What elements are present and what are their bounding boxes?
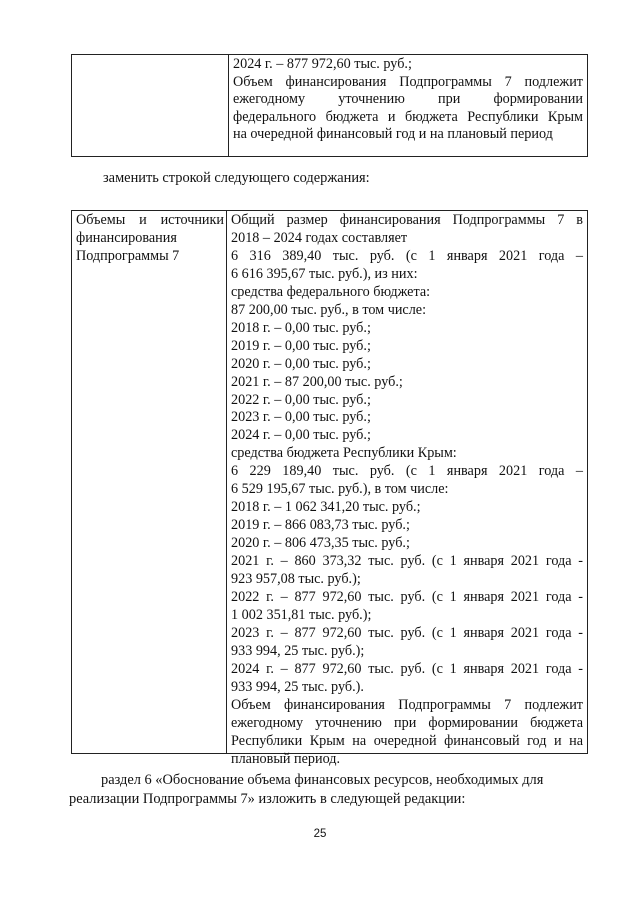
table-line: 933 994, 25 тыс. руб.). bbox=[231, 678, 364, 695]
previous-table-fragment bbox=[71, 54, 588, 157]
table-line: 2024 г. – 877 972,60 тыс. руб. (с 1 января 2021 года - bbox=[231, 660, 583, 677]
section-instruction-line: раздел 6 «Обоснование объема финансовых ресурсов, необходимых для bbox=[101, 772, 544, 788]
table-line: федерального бюджета и бюджета Республики Крым bbox=[233, 108, 583, 125]
table-line: 1 002 351,81 тыс. руб.); bbox=[231, 606, 372, 623]
table-line: ежегодному уточнению при формировании bbox=[233, 91, 583, 108]
new-table-right-cell bbox=[227, 211, 587, 767]
table-line: 923 957,08 тыс. руб.); bbox=[231, 571, 361, 588]
table-line: 6 616 395,67 тыс. руб.), из них: bbox=[231, 265, 418, 282]
table-line: плановый период. bbox=[231, 750, 341, 767]
previous-table-left-cell bbox=[72, 55, 229, 156]
table-line: 933 994, 25 тыс. руб.); bbox=[231, 642, 365, 659]
page-number: 25 bbox=[313, 828, 327, 840]
replace-instruction: заменить строкой следующего содержания: bbox=[103, 170, 370, 186]
table-line: Объем финансирования Подпрограммы 7 подлежит bbox=[231, 696, 583, 713]
table-line: средства федерального бюджета: bbox=[231, 283, 431, 300]
table-line: 87 200,00 тыс. руб., в том числе: bbox=[231, 301, 427, 318]
previous-table-right-cell bbox=[229, 55, 587, 156]
table-line: 2023 г. – 0,00 тыс. руб.; bbox=[231, 409, 371, 426]
section-instruction-line: реализации Подпрограммы 7» изложить в следующей редакции: bbox=[69, 791, 466, 807]
table-line: 6 316 389,40 тыс. руб. (с 1 января 2021 года – bbox=[231, 247, 583, 264]
table-line: 2020 г. – 0,00 тыс. руб.; bbox=[231, 355, 371, 372]
table-line: средства бюджета Республики Крым: bbox=[231, 445, 457, 462]
table-line: 2022 г. – 0,00 тыс. руб.; bbox=[231, 391, 371, 408]
table-line: 2018 – 2024 годах составляет bbox=[231, 229, 408, 246]
table-line: 2021 г. – 87 200,00 тыс. руб.; bbox=[231, 373, 403, 390]
table-line: финансирования bbox=[76, 229, 177, 246]
table-line: 2021 г. – 860 373,32 тыс. руб. (с 1 января 2021 года - bbox=[231, 553, 583, 570]
table-line: Объем финансирования Подпрограммы 7 подлежит bbox=[233, 73, 583, 90]
table-line: 6 229 189,40 тыс. руб. (с 1 января 2021 года – bbox=[231, 463, 583, 480]
table-line: 2022 г. – 877 972,60 тыс. руб. (с 1 января 2021 года - bbox=[231, 589, 583, 606]
table-line: Общий размер финансирования Подпрограммы 7 в bbox=[231, 212, 583, 228]
table-line: Подпрограммы 7 bbox=[76, 247, 180, 264]
table-line: 2020 г. – 806 473,35 тыс. руб.; bbox=[231, 535, 410, 552]
new-table-left-cell bbox=[72, 211, 227, 753]
table-line: 2019 г. – 0,00 тыс. руб.; bbox=[231, 337, 371, 354]
table-line: на очередной финансовый год и на плановый период bbox=[233, 126, 553, 143]
new-table bbox=[71, 210, 588, 767]
table-line: 6 529 195,67 тыс. руб.), в том числе: bbox=[231, 481, 449, 498]
table-line: 2024 г. – 0,00 тыс. руб.; bbox=[231, 427, 371, 444]
table-line: 2024 г. – 877 972,60 тыс. руб.; bbox=[233, 56, 412, 72]
table-line: 2023 г. – 877 972,60 тыс. руб. (с 1 января 2021 года - bbox=[231, 624, 583, 641]
table-line: Республики Крым на очередной финансовый год и на bbox=[231, 732, 583, 749]
table-line: 2018 г. – 1 062 341,20 тыс. руб.; bbox=[231, 499, 421, 516]
table-line: Объемы и источники bbox=[76, 212, 224, 228]
table-line: 2019 г. – 866 083,73 тыс. руб.; bbox=[231, 517, 410, 534]
table-line: ежегодному уточнению при формировании бюджета bbox=[231, 714, 583, 731]
table-line: 2018 г. – 0,00 тыс. руб.; bbox=[231, 319, 371, 336]
